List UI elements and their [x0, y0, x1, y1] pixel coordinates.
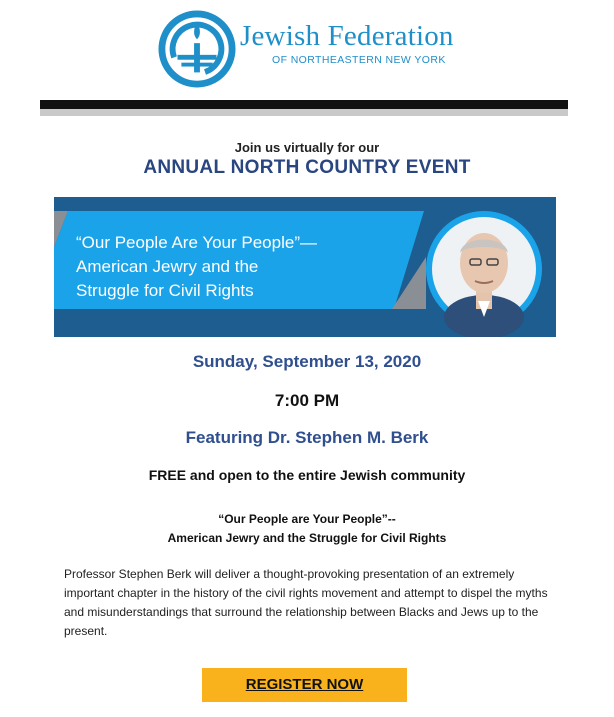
talk-title-line: “Our People are Your People”-- — [218, 512, 396, 526]
menorah-logo-icon — [158, 10, 236, 88]
event-description: Professor Stephen Berk will deliver a thought-provoking presentation of an extremely important chapter in the history of the civil rights movement and attempt to dispel the myths and misunderstandings that surround the relationship between Blacks and Jews up to the present. — [64, 567, 548, 638]
free-label: FREE — [148, 467, 187, 483]
banner-line: “Our People Are Your People”— — [76, 233, 317, 252]
divider-black — [40, 100, 568, 109]
talk-title-line: American Jewry and the Struggle for Civil Rights — [167, 531, 447, 545]
register-now-button[interactable]: REGISTER NOW — [202, 668, 407, 702]
free-text: and open to the entire Jewish community — [186, 467, 466, 483]
event-title: ANNUAL NORTH COUNTRY EVENT — [143, 157, 471, 178]
banner-line: American Jewry and the — [76, 257, 259, 276]
talk-title — [0, 510, 614, 548]
org-subtitle: OF NORTHEASTERN NEW YORK — [272, 54, 446, 66]
event-banner — [54, 197, 556, 337]
banner-line: Struggle for Civil Rights — [76, 281, 254, 300]
intro-text: Join us virtually for our — [234, 140, 380, 155]
header — [0, 0, 614, 98]
banner-title — [76, 231, 406, 303]
free-admission — [0, 467, 614, 483]
featuring-speaker: Featuring Dr. Stephen M. Berk — [185, 428, 429, 447]
event-time: 7:00 PM — [274, 391, 340, 410]
divider-grey — [40, 109, 568, 116]
event-date: Sunday, September 13, 2020 — [192, 352, 422, 371]
org-name: Jewish Federation — [240, 20, 454, 52]
